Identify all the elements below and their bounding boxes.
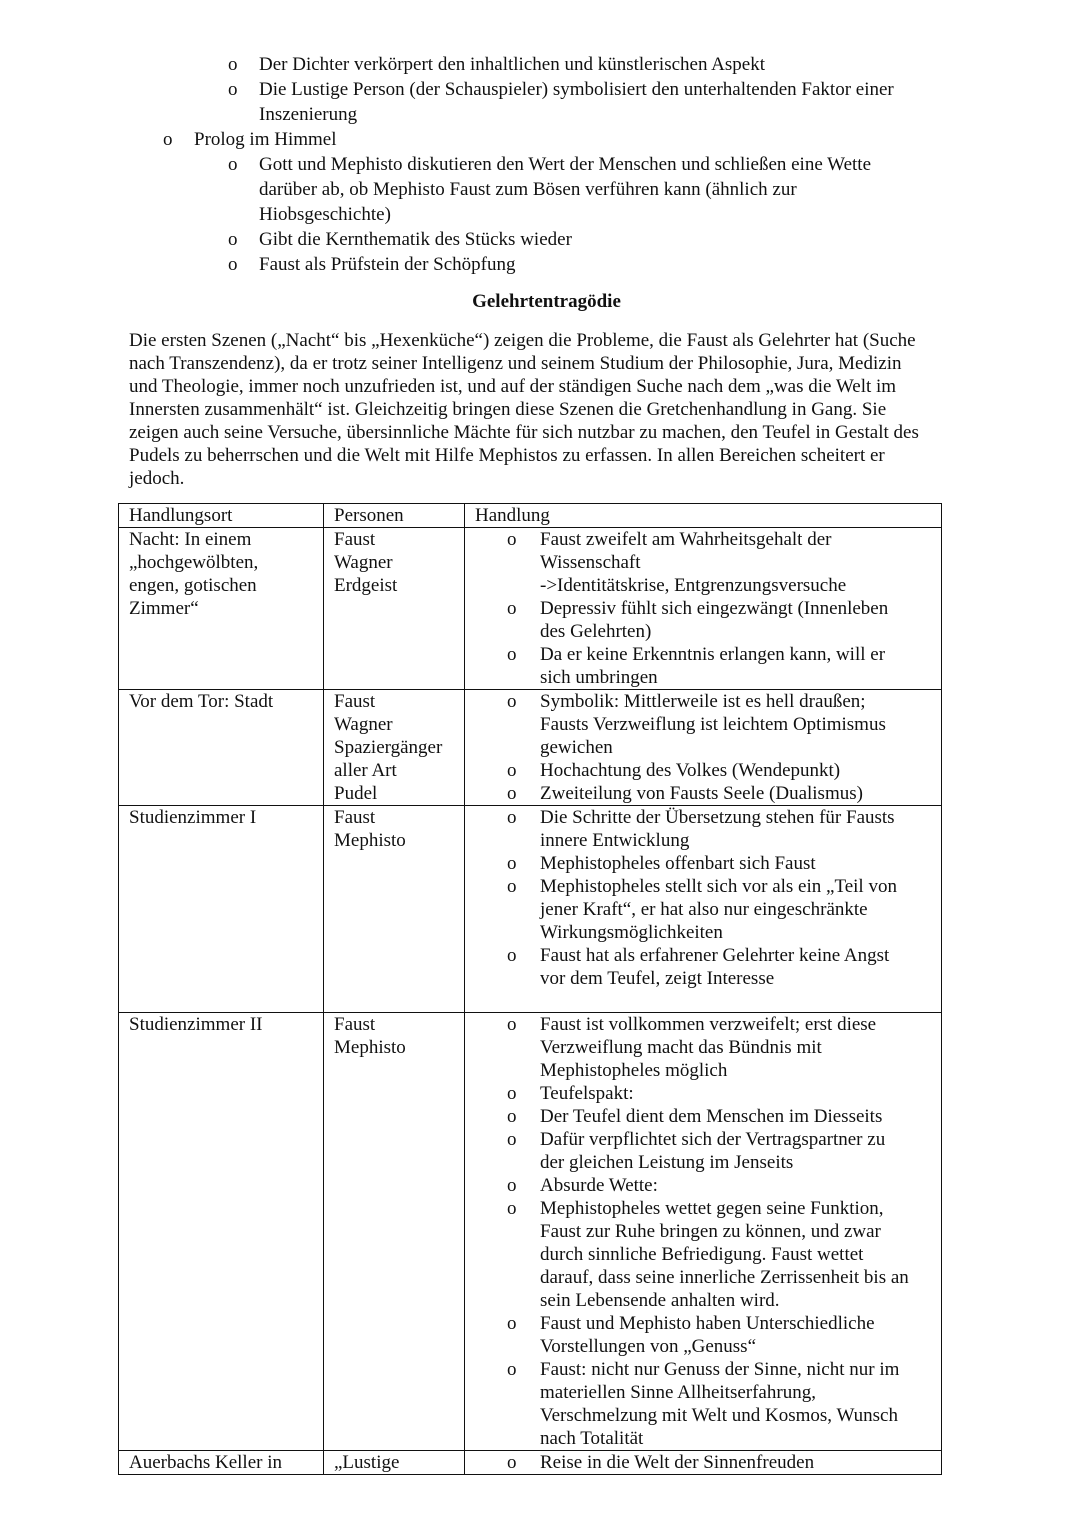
action-line: Teufelspakt: <box>540 1083 634 1104</box>
intro-line: jedoch. <box>129 468 185 489</box>
bullet-marker-icon: o <box>507 1313 517 1334</box>
action-line: Reise in die Welt der Sinnenfreuden <box>540 1452 815 1473</box>
place-line: Auerbachs Keller in <box>129 1452 282 1473</box>
place-line: „hochgewölbten, <box>129 552 259 573</box>
action-line: durch sinnliche Befriedigung. Faust wettet <box>540 1244 864 1265</box>
place-line: engen, gotischen <box>129 575 257 596</box>
place-line: Studienzimmer II <box>129 1014 263 1035</box>
action-list <box>465 1013 941 1450</box>
bullet-marker-icon: o <box>507 945 517 966</box>
cell-actions <box>465 1013 942 1451</box>
action-line: sein Lebensende anhalten wird. <box>540 1290 780 1311</box>
intro-line: Innersten zusammenhält“ ist. Gleichzeitig bringen diese Szenen die Gretchenhandlung in Gang. Sie <box>129 399 887 420</box>
bullet-text: Hiobsgeschichte) <box>259 204 391 225</box>
action-line: sich umbringen <box>540 667 658 688</box>
bullet-marker-icon: o <box>507 1083 517 1104</box>
bullet-marker-icon: o <box>507 807 517 828</box>
place-line: Vor dem Tor: Stadt <box>129 691 274 712</box>
action-item <box>465 528 941 597</box>
action-line: Die Schritte der Übersetzung stehen für Fausts <box>540 807 895 828</box>
action-line: Faust hat als erfahrener Gelehrter keine Angst <box>540 945 890 966</box>
person-line: Wagner <box>334 552 393 573</box>
intro-paragraph <box>129 329 974 490</box>
action-line: Mephistopheles wettet gegen seine Funktion, <box>540 1198 884 1219</box>
bullet-text: Faust als Prüfstein der Schöpfung <box>259 254 516 275</box>
action-line: ->Identitätskrise, Entgrenzungsversuche <box>540 575 847 596</box>
action-list <box>465 806 941 990</box>
action-line: Depressiv fühlt sich eingezwängt (Innenleben <box>540 598 889 619</box>
action-item <box>465 1128 941 1174</box>
bullet-text: darüber ab, ob Mephisto Faust zum Bösen verführen kann (ähnlich zur <box>259 179 797 200</box>
person-line: Wagner <box>334 714 393 735</box>
person-line: Faust <box>334 691 376 712</box>
action-item <box>465 759 941 782</box>
action-line: Hochachtung des Volkes (Wendepunkt) <box>540 760 841 781</box>
action-line: Mephistopheles offenbart sich Faust <box>540 853 816 874</box>
person-line: Faust <box>334 1014 376 1035</box>
cell-place <box>119 690 324 806</box>
action-line: Verzweiflung macht das Bündnis mit <box>540 1037 822 1058</box>
action-line: gewichen <box>540 737 613 758</box>
action-line: Mephistopheles stellt sich vor als ein „Teil von <box>540 876 897 897</box>
cell-persons <box>324 1451 465 1475</box>
bullet-marker-icon: o <box>507 598 517 619</box>
intro-line: Die ersten Szenen („Nacht“ bis „Hexenküche“) zeigen die Probleme, die Faust als Gelehrter hat (Suche <box>129 330 916 351</box>
intro-line: nach Transzendenz), da er trotz seiner Intelligenz und seinem Studium der Philosophie, Jura, Medizin <box>129 353 902 374</box>
action-line: Da er keine Erkenntnis erlangen kann, will er <box>540 644 886 665</box>
action-item <box>465 1174 941 1197</box>
action-line: Faust und Mephisto haben Unterschiedliche <box>540 1313 875 1334</box>
cell-persons <box>324 528 465 690</box>
cell-place <box>119 528 324 690</box>
action-line: Fausts Verzweiflung ist leichtem Optimismus <box>540 714 886 735</box>
action-item <box>465 1105 941 1128</box>
cell-persons <box>324 806 465 1013</box>
bullet-marker-icon: o <box>507 644 517 665</box>
action-list <box>465 1451 941 1474</box>
action-line: materiellen Sinne Allheitserfahrung, <box>540 1382 816 1403</box>
bullet-text: Der Dichter verkörpert den inhaltlichen und künstlerischen Aspekt <box>259 54 765 75</box>
action-line: Symbolik: Mittlerweile ist es hell draußen; <box>540 691 866 712</box>
table-row <box>119 1013 942 1451</box>
action-line: Mephistopheles möglich <box>540 1060 728 1081</box>
action-item <box>465 875 941 944</box>
action-line: der gleichen Leistung im Jenseits <box>540 1152 794 1173</box>
action-line: innere Entwicklung <box>540 830 690 851</box>
header-persons: Personen <box>324 504 465 528</box>
action-line: Vorstellungen von „Genuss“ <box>540 1336 757 1357</box>
bullet-marker-icon: o <box>163 129 173 150</box>
bullet-marker-icon: o <box>228 79 238 100</box>
bullet-marker-icon: o <box>507 1452 517 1473</box>
table-row <box>119 528 942 690</box>
person-line: Pudel <box>334 783 378 804</box>
header-place: Handlungsort <box>119 504 324 528</box>
action-item <box>465 852 941 875</box>
header-actions: Handlung <box>465 504 942 528</box>
place-line: Zimmer“ <box>129 598 199 619</box>
table-row <box>119 1451 942 1475</box>
bullet-text: Inszenierung <box>259 104 358 125</box>
cell-actions <box>465 1451 942 1475</box>
action-item <box>465 944 941 990</box>
action-list <box>465 528 941 689</box>
action-item <box>465 1451 941 1474</box>
table-row <box>119 690 942 806</box>
cell-place <box>119 1013 324 1451</box>
intro-line: Pudels zu beherrschen und die Welt mit Hilfe Mephistos zu erfassen. In allen Bereichen scheitert er <box>129 445 885 466</box>
action-line: vor dem Teufel, zeigt Interesse <box>540 968 775 989</box>
cell-place <box>119 806 324 1013</box>
cell-actions <box>465 528 942 690</box>
cell-persons <box>324 690 465 806</box>
action-line: darauf, dass seine innerliche Zerrissenheit bis an <box>540 1267 909 1288</box>
bullet-marker-icon: o <box>507 853 517 874</box>
person-line: Erdgeist <box>334 575 398 596</box>
action-line: Wirkungsmöglichkeiten <box>540 922 723 943</box>
bullet-marker-icon: o <box>228 54 238 75</box>
bullet-marker-icon: o <box>507 760 517 781</box>
action-line: Faust ist vollkommen verzweifelt; erst diese <box>540 1014 877 1035</box>
cell-actions <box>465 690 942 806</box>
bullet-marker-icon: o <box>228 229 238 250</box>
person-line: Mephisto <box>334 1037 406 1058</box>
scene-table <box>118 503 942 1475</box>
action-item <box>465 782 941 805</box>
bullet-marker-icon: o <box>228 154 238 175</box>
section-heading: Gelehrtentragödie <box>472 291 621 312</box>
bullet-marker-icon: o <box>507 783 517 804</box>
place-line: Studienzimmer I <box>129 807 257 828</box>
action-line: Faust zweifelt am Wahrheitsgehalt der <box>540 529 832 550</box>
bullet-marker-icon: o <box>507 1359 517 1380</box>
action-item <box>465 806 941 852</box>
person-line: Mephisto <box>334 830 406 851</box>
action-line: Faust zur Ruhe bringen zu können, und zwar <box>540 1221 881 1242</box>
bullet-text: Gott und Mephisto diskutieren den Wert der Menschen und schließen eine Wette <box>259 154 872 175</box>
action-line: des Gelehrten) <box>540 621 652 642</box>
bullet-text: Prolog im Himmel <box>194 129 337 150</box>
bullet-marker-icon: o <box>507 876 517 897</box>
bullet-marker-icon: o <box>507 1014 517 1035</box>
person-line: Faust <box>334 529 376 550</box>
action-item <box>465 1082 941 1105</box>
person-line: Faust <box>334 807 376 828</box>
action-item <box>465 597 941 643</box>
action-line: Zweiteilung von Fausts Seele (Dualismus) <box>540 783 863 804</box>
action-line: Faust: nicht nur Genuss der Sinne, nicht nur im <box>540 1359 900 1380</box>
bullet-text: Die Lustige Person (der Schauspieler) symbolisiert den unterhaltenden Faktor einer <box>259 79 894 100</box>
action-item <box>465 1197 941 1312</box>
table-row <box>119 806 942 1013</box>
person-line: aller Art <box>334 760 397 781</box>
table-header-row <box>119 504 942 528</box>
bullet-marker-icon: o <box>507 529 517 550</box>
action-line: Wissenschaft <box>540 552 641 573</box>
action-item <box>465 643 941 689</box>
person-line: „Lustige <box>334 1452 400 1473</box>
action-line: nach Totalität <box>540 1428 644 1449</box>
intro-line: und Theologie, immer noch unzufrieden ist, und auf der ständigen Suche nach dem „was die Welt im <box>129 376 897 397</box>
bullet-marker-icon: o <box>507 1198 517 1219</box>
action-line: Der Teufel dient dem Menschen im Diesseits <box>540 1106 883 1127</box>
cell-persons <box>324 1013 465 1451</box>
bullet-marker-icon: o <box>507 691 517 712</box>
action-item <box>465 1312 941 1358</box>
action-line: Verschmelzung mit Welt und Kosmos, Wunsch <box>540 1405 898 1426</box>
action-item <box>465 690 941 759</box>
action-line: Dafür verpflichtet sich der Vertragspartner zu <box>540 1129 886 1150</box>
cell-actions <box>465 806 942 1013</box>
bullet-text: Gibt die Kernthematik des Stücks wieder <box>259 229 572 250</box>
bullet-marker-icon: o <box>228 254 238 275</box>
action-line: Absurde Wette: <box>540 1175 658 1196</box>
intro-line: zeigen auch seine Versuche, übersinnliche Mächte für sich nutzbar zu machen, den Teufel in Gestalt des <box>129 422 919 443</box>
bullet-marker-icon: o <box>507 1106 517 1127</box>
action-line: jener Kraft“, er hat also nur eingeschränkte <box>540 899 868 920</box>
action-list <box>465 690 941 805</box>
person-line: Spaziergänger <box>334 737 443 758</box>
bullet-marker-icon: o <box>507 1129 517 1150</box>
cell-place <box>119 1451 324 1475</box>
bullet-marker-icon: o <box>507 1175 517 1196</box>
place-line: Nacht: In einem <box>129 529 252 550</box>
action-item <box>465 1013 941 1082</box>
action-item <box>465 1358 941 1450</box>
